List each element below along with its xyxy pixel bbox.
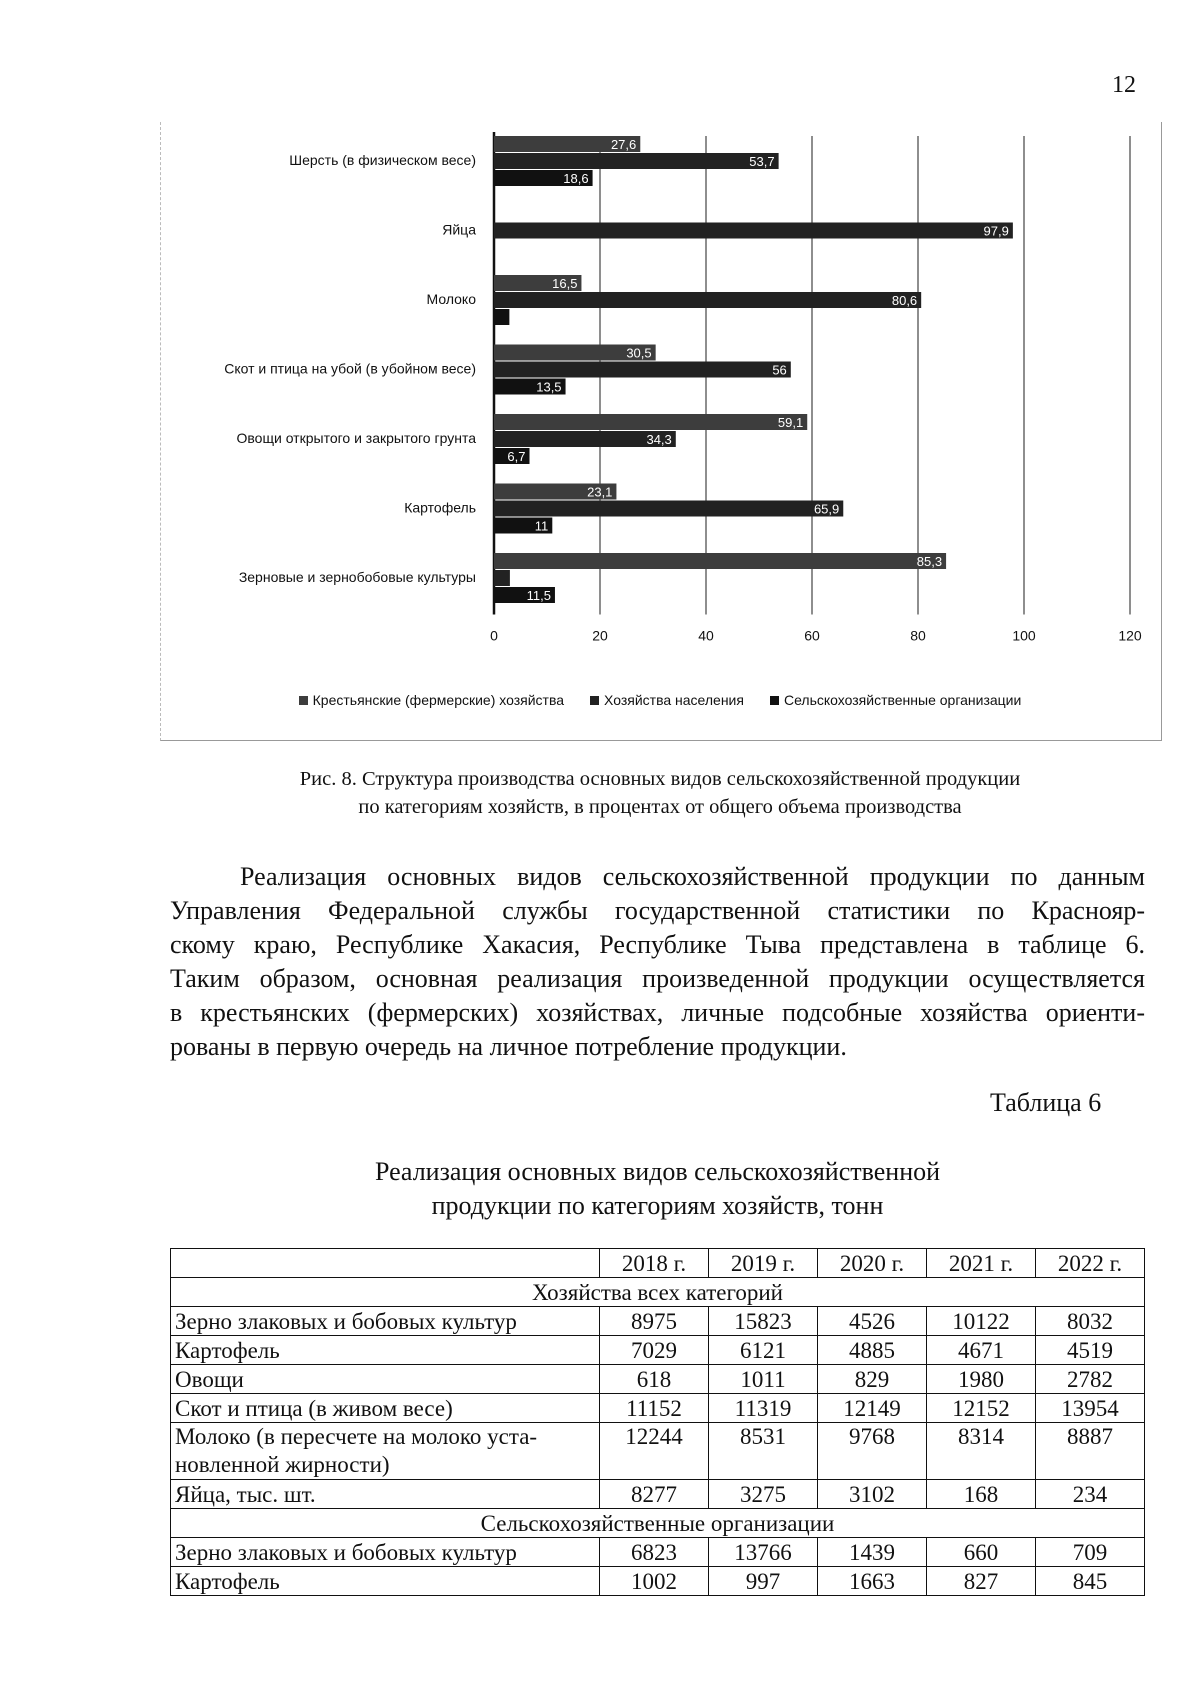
cell-value: 4519	[1036, 1336, 1145, 1365]
paragraph-line: Управления Федеральной службы государственной статистики по Краснояр-	[170, 896, 1145, 925]
section-title: Хозяйства всех категорий	[171, 1278, 1145, 1307]
row-name: Овощи	[171, 1365, 600, 1394]
caption-line-1: Рис. 8. Структура производства основных видов сельскохозяйственной продукции	[299, 768, 1021, 790]
x-tick-label: 100	[1012, 627, 1036, 644]
data-label: 59,1	[777, 415, 804, 430]
bar	[494, 223, 1013, 239]
data-label: 30,5	[626, 345, 652, 361]
table-row	[171, 1423, 1145, 1480]
table-row	[171, 1307, 1145, 1336]
legend-label-households: Хозяйства населения	[604, 692, 744, 708]
section-row	[171, 1509, 1145, 1538]
cell-value: 168	[927, 1480, 1036, 1509]
paragraph-line: рованы в первую очередь на личное потребление продукции.	[170, 1032, 847, 1061]
cell-value: 8975	[600, 1307, 709, 1336]
legend-item-households	[590, 692, 744, 708]
bar	[494, 570, 510, 586]
legend-swatch-farms	[299, 696, 308, 705]
category-label: Овощи открытого и закрытого грунта	[236, 430, 476, 446]
cell-value: 3275	[709, 1480, 818, 1509]
bar	[494, 501, 843, 517]
cell-value: 9768	[818, 1423, 927, 1480]
data-label: 11	[534, 518, 549, 534]
data-label: 13,5	[536, 379, 562, 395]
data-label: 18,6	[563, 171, 589, 186]
cell-value: 1980	[927, 1365, 1036, 1394]
bar	[494, 414, 807, 430]
cell-value: 8314	[927, 1423, 1036, 1480]
figure-caption	[150, 765, 1170, 821]
bar	[494, 362, 791, 378]
data-label: 11,5	[526, 588, 551, 603]
cell-value: 827	[927, 1567, 1036, 1596]
cell-value: 8887	[1036, 1423, 1145, 1480]
table-row	[171, 1394, 1145, 1423]
bar	[494, 553, 946, 569]
table-title-line-2: продукции по категориям хозяйств, тонн	[431, 1191, 884, 1220]
x-tick-label: 0	[490, 627, 498, 644]
data-label: 23,1	[587, 484, 613, 500]
category-label: Яйца	[442, 221, 476, 238]
cell-value: 3102	[818, 1480, 927, 1509]
legend-swatch-organizations	[770, 696, 779, 705]
table-row	[171, 1336, 1145, 1365]
row-name: Зерно злаковых и бобовых культур	[171, 1538, 600, 1567]
cell-value: 11319	[709, 1394, 818, 1423]
cell-value: 12244	[600, 1423, 709, 1480]
cell-value: 829	[818, 1365, 927, 1394]
category-label: Зерновые и зернобобовые культуры	[238, 569, 476, 585]
row-name: Яйца, тыс. шт.	[171, 1480, 600, 1509]
header-empty-cell	[171, 1249, 600, 1278]
cell-value: 10122	[927, 1307, 1036, 1336]
data-label: 85,3	[916, 554, 943, 569]
row-name	[171, 1423, 600, 1480]
data-label: 53,7	[749, 154, 775, 169]
cell-value: 7029	[600, 1336, 709, 1365]
cell-value: 8531	[709, 1423, 818, 1480]
legend-label-organizations: Сельскохозяйственные организации	[783, 692, 1022, 708]
cell-value: 660	[927, 1538, 1036, 1567]
cell-value: 12152	[927, 1394, 1036, 1423]
table-title-line-1: Реализация основных видов сельскохозяйственной	[374, 1157, 941, 1186]
data-label: 16,5	[552, 276, 578, 291]
cell-value: 4526	[818, 1307, 927, 1336]
legend-swatch-households	[590, 696, 599, 705]
section-row	[171, 1278, 1145, 1307]
x-tick-label: 40	[698, 627, 714, 644]
legend-item-organizations	[770, 692, 1021, 708]
data-label: 65,9	[813, 501, 840, 517]
data-label: 27,6	[610, 137, 637, 152]
cell-value: 1002	[600, 1567, 709, 1596]
x-tick-label: 20	[592, 627, 608, 644]
data-label: 80,6	[891, 293, 918, 308]
category-label: Шерсть (в физическом весе)	[289, 152, 476, 168]
paragraph-line: Таким образом, основная реализация произведенной продукции осуществляется	[170, 964, 1145, 993]
category-label: Молоко	[426, 291, 476, 307]
x-tick-label: 60	[804, 627, 820, 644]
cell-value: 234	[1036, 1480, 1145, 1509]
table-row	[171, 1480, 1145, 1509]
bar-chart	[160, 122, 1160, 682]
bar	[494, 292, 921, 308]
category-label: Скот и птица на убой (в убойном весе)	[224, 360, 476, 377]
chart-legend	[160, 692, 1160, 708]
row-name: Картофель	[171, 1567, 600, 1596]
row-name: Картофель	[171, 1336, 600, 1365]
table-title	[170, 1155, 1145, 1223]
cell-value: 2782	[1036, 1365, 1145, 1394]
data-label: 34,3	[646, 432, 672, 447]
data-label: 97,9	[983, 223, 1009, 239]
category-label: Картофель	[404, 499, 476, 516]
cell-value: 845	[1036, 1567, 1145, 1596]
caption-line-2: по категориям хозяйств, в процентах от общего объема производства	[358, 796, 962, 818]
x-tick-label: 80	[910, 627, 926, 644]
bar	[494, 153, 779, 169]
cell-value: 618	[600, 1365, 709, 1394]
header-year: 2022 г.	[1036, 1249, 1145, 1278]
row-name: Скот и птица (в живом весе)	[171, 1394, 600, 1423]
paragraph-line: скому краю, Республике Хакасия, Республике Тыва представлена в таблице 6.	[170, 930, 1145, 959]
x-tick-label: 120	[1118, 627, 1142, 644]
body-paragraph	[170, 860, 1145, 1064]
cell-value: 997	[709, 1567, 818, 1596]
cell-value: 1011	[709, 1365, 818, 1394]
header-year: 2019 г.	[709, 1249, 818, 1278]
page-number: 12	[1112, 72, 1136, 98]
cell-value: 6823	[600, 1538, 709, 1567]
cell-value: 1663	[818, 1567, 927, 1596]
cell-value: 8277	[600, 1480, 709, 1509]
cell-value: 11152	[600, 1394, 709, 1423]
legend-label-farms: Крестьянские (фермерские) хозяйства	[312, 692, 565, 708]
data-label: 56	[772, 362, 787, 378]
cell-value: 1439	[818, 1538, 927, 1567]
table-row	[171, 1538, 1145, 1567]
header-year: 2018 г.	[600, 1249, 709, 1278]
row-name-line-2: новленной жирности)	[175, 1452, 390, 1477]
cell-value: 12149	[818, 1394, 927, 1423]
cell-value: 8032	[1036, 1307, 1145, 1336]
data-label: 6,7	[507, 449, 526, 464]
cell-value: 13954	[1036, 1394, 1145, 1423]
legend-item-farms	[299, 692, 564, 708]
cell-value: 4671	[927, 1336, 1036, 1365]
cell-value: 709	[1036, 1538, 1145, 1567]
row-name: Зерно злаковых и бобовых культур	[171, 1307, 600, 1336]
cell-value: 6121	[709, 1336, 818, 1365]
table-row	[171, 1567, 1145, 1596]
row-name-line-1: Молоко (в пересчете на молоко уста-	[175, 1424, 538, 1449]
section-title: Сельскохозяйственные организации	[171, 1509, 1145, 1538]
header-year: 2021 г.	[927, 1249, 1036, 1278]
paragraph-line: Реализация основных видов сельскохозяйственной продукции по данным	[240, 862, 1145, 891]
paragraph-line: в крестьянских (фермерских) хозяйствах, личные подсобные хозяйства ориенти-	[170, 998, 1145, 1027]
cell-value: 4885	[818, 1336, 927, 1365]
bar	[494, 309, 509, 325]
header-year: 2020 г.	[818, 1249, 927, 1278]
table-header-row	[171, 1249, 1145, 1278]
cell-value: 13766	[709, 1538, 818, 1567]
data-table	[170, 1248, 1145, 1596]
table-row	[171, 1365, 1145, 1394]
table-label: Таблица 6	[990, 1088, 1102, 1117]
cell-value: 15823	[709, 1307, 818, 1336]
